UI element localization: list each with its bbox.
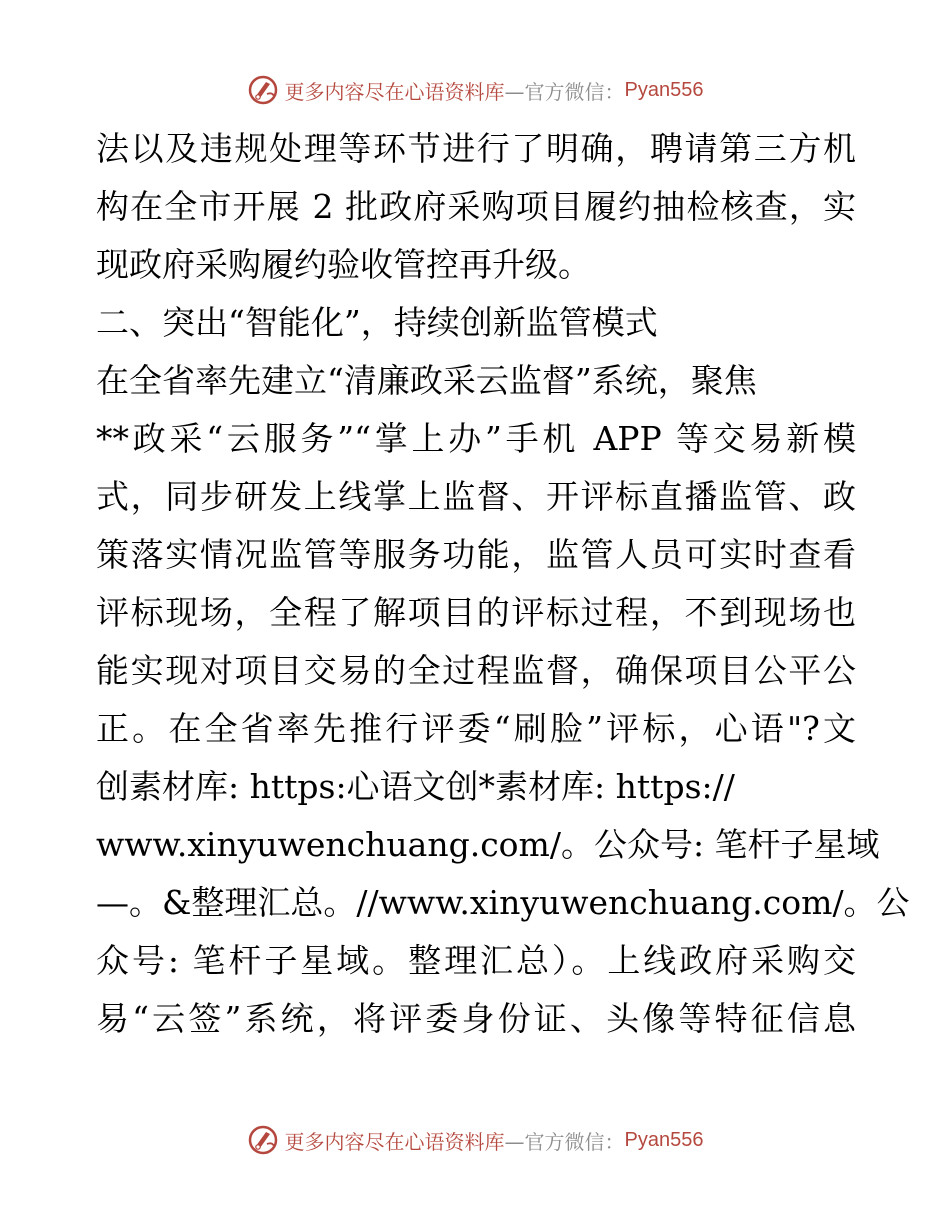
- watermark-separator: —官方微信：: [504, 1129, 625, 1154]
- footer-watermark: [0, 1120, 950, 1160]
- header-watermark: [0, 70, 950, 110]
- paragraph-line: 创素材库: https:心语文创*素材库: https://: [96, 767, 735, 806]
- watermark-text: 更多内容尽在心语资料库: [284, 1129, 505, 1154]
- watermark-separator: —官方微信：: [504, 79, 625, 104]
- paragraph-line: 法以及违规处理等环节进行了明确，聘请第三方机: [96, 129, 856, 168]
- paragraph-line: www.xinyuwenchuang.com/。公众号: 笔杆子星域: [96, 825, 880, 864]
- watermark-wechat-id: Pyan556: [624, 78, 704, 101]
- paragraph-line: —。&整理汇总。//www.xinyuwenchuang.com/。公: [96, 883, 910, 922]
- paragraph-line: 众号: 笔杆子星域。整理汇总）。上线政府采购交: [96, 941, 856, 980]
- paragraph-line: 构在全市开展 2 批政府采购项目履约抽检核查，实: [96, 187, 856, 226]
- paragraph-line: 能实现对项目交易的全过程监督，确保项目公平公: [96, 651, 856, 690]
- paragraph-line: 易“云签”系统，将评委身份证、头像等特征信息: [96, 999, 856, 1038]
- brand-logo-icon: [247, 1124, 279, 1156]
- document-body: [96, 120, 910, 1048]
- watermark-wechat-id: Pyan556: [624, 1128, 704, 1151]
- watermark-text: 更多内容尽在心语资料库: [284, 79, 505, 104]
- paragraph-line: 现政府采购履约验收管控再升级。: [96, 245, 591, 284]
- brand-logo-icon: [247, 74, 279, 106]
- section-heading: 二、突出“智能化”，持续创新监管模式: [96, 303, 658, 342]
- paragraph-line: 式，同步研发上线掌上监督、开评标直播监管、政: [96, 477, 856, 516]
- paragraph-line: 正。在全省率先推行评委“刷脸”评标，心语"?文: [96, 709, 856, 748]
- paragraph-line: 在全省率先建立“清廉政采云监督”系统，聚焦: [96, 361, 757, 400]
- paragraph-line: 评标现场，全程了解项目的评标过程，不到现场也: [96, 593, 856, 632]
- paragraph-line: 策落实情况监管等服务功能，监管人员可实时查看: [96, 535, 856, 574]
- paragraph-line: **政采“云服务”“掌上办”手机 APP 等交易新模: [96, 419, 856, 458]
